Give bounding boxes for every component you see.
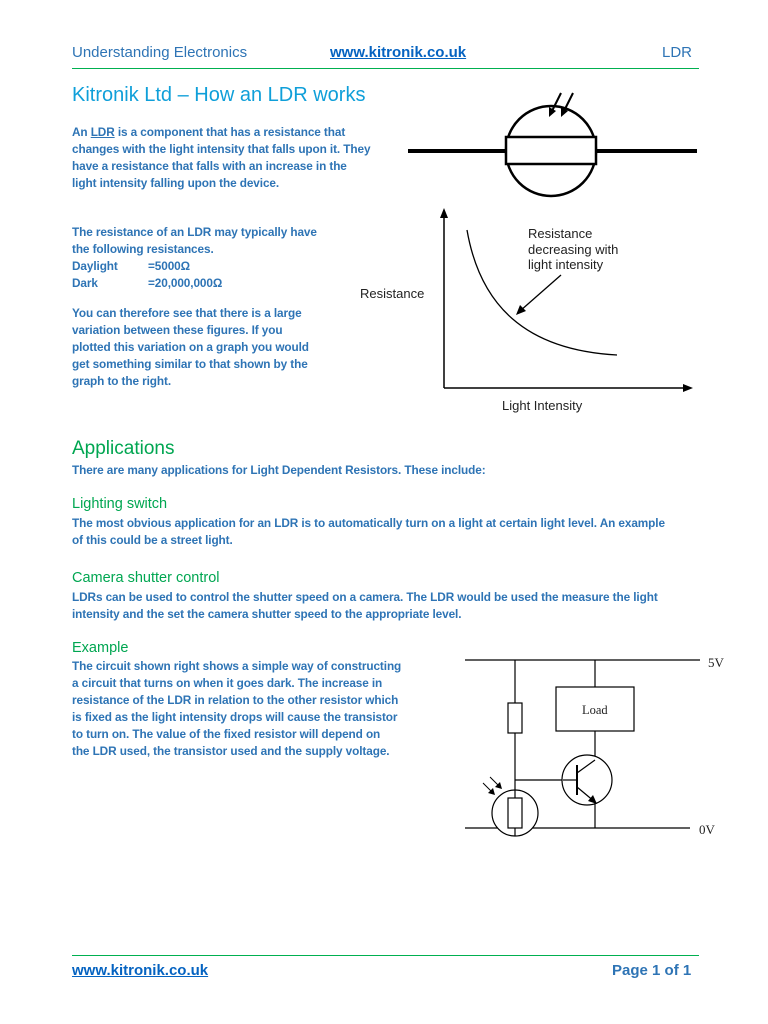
resistance-row-dark: Dark =20,000,000Ω — [72, 276, 223, 290]
ldr-resistor — [508, 798, 522, 828]
footer-link-text[interactable]: www.kitronik.co.uk — [72, 962, 209, 979]
variation-paragraph: You can therefore see that there is a large variation between these figures. If you plotted this variation on a graph you would get something similar to that shown by the graph to the right. — [72, 306, 309, 388]
graph-y-label: Resistance — [360, 286, 425, 301]
supply-label: 5V — [708, 655, 724, 670]
header-link-text[interactable]: www.kitronik.co.uk — [330, 44, 467, 61]
header-title: Understanding Electronics — [72, 44, 248, 61]
footer-page-number: Page 1 of 1 — [612, 962, 692, 979]
ldr-link[interactable]: LDR — [90, 125, 115, 139]
intro-paragraph: An LDR is a component that has a resistance that changes with the light intensity that falls upon it. They have a resistance that falls with an increase in the light intensity falling upon the device. — [72, 125, 371, 190]
page-title: Kitronik Ltd – How an LDR works — [72, 84, 366, 106]
resistance-graph — [355, 205, 700, 415]
example-paragraph: The circuit shown right shows a simple way of constructing a circuit that turns on when it goes dark. The increase in resistance of the LDR in relation to the other resistor which is fixed as the light intensity drops will cause the transistor to turn on. The value of the fixed resistor will depend on the LDR used, the transistor used and the supply voltage. — [72, 659, 402, 758]
graph-annotation-1: Resistance — [528, 226, 593, 241]
graph-arrow — [520, 275, 561, 311]
graph-annotation-2: decreasing with — [528, 242, 619, 257]
load-label: Load — [582, 703, 608, 717]
fixed-resistor — [508, 703, 522, 733]
circuit-diagram — [435, 645, 745, 860]
lighting-switch-paragraph: The most obvious application for an LDR is to automatically turn on a light at certain light level. An example of this could be a street light. — [72, 516, 665, 547]
header-rule — [72, 68, 699, 69]
ldr-symbol-diagram — [405, 85, 700, 200]
header-section: LDR — [662, 44, 693, 61]
footer-link[interactable] — [72, 962, 208, 979]
applications-heading: Applications — [72, 438, 175, 459]
resistance-row-daylight: Daylight =5000Ω — [72, 259, 190, 273]
applications-intro: There are many applications for Light Dependent Resistors. These include: — [72, 463, 486, 477]
footer-rule — [72, 955, 699, 956]
graph-annotation-3: light intensity — [528, 257, 604, 272]
camera-paragraph: LDRs can be used to control the shutter speed on a camera. The LDR would be used the measure the light intensity and the set the camera shutter speed to the appropriate level. — [72, 590, 658, 621]
example-heading: Example — [72, 640, 129, 656]
header-link[interactable] — [330, 44, 466, 61]
lighting-switch-heading: Lighting switch — [72, 496, 168, 512]
graph-x-label: Light Intensity — [502, 398, 583, 413]
camera-heading: Camera shutter control — [72, 570, 220, 586]
resistance-paragraph: The resistance of an LDR may typically have the following resistances. Daylight =5000Ω Dark =20,000,000Ω — [72, 224, 372, 292]
ground-label: 0V — [699, 822, 715, 837]
